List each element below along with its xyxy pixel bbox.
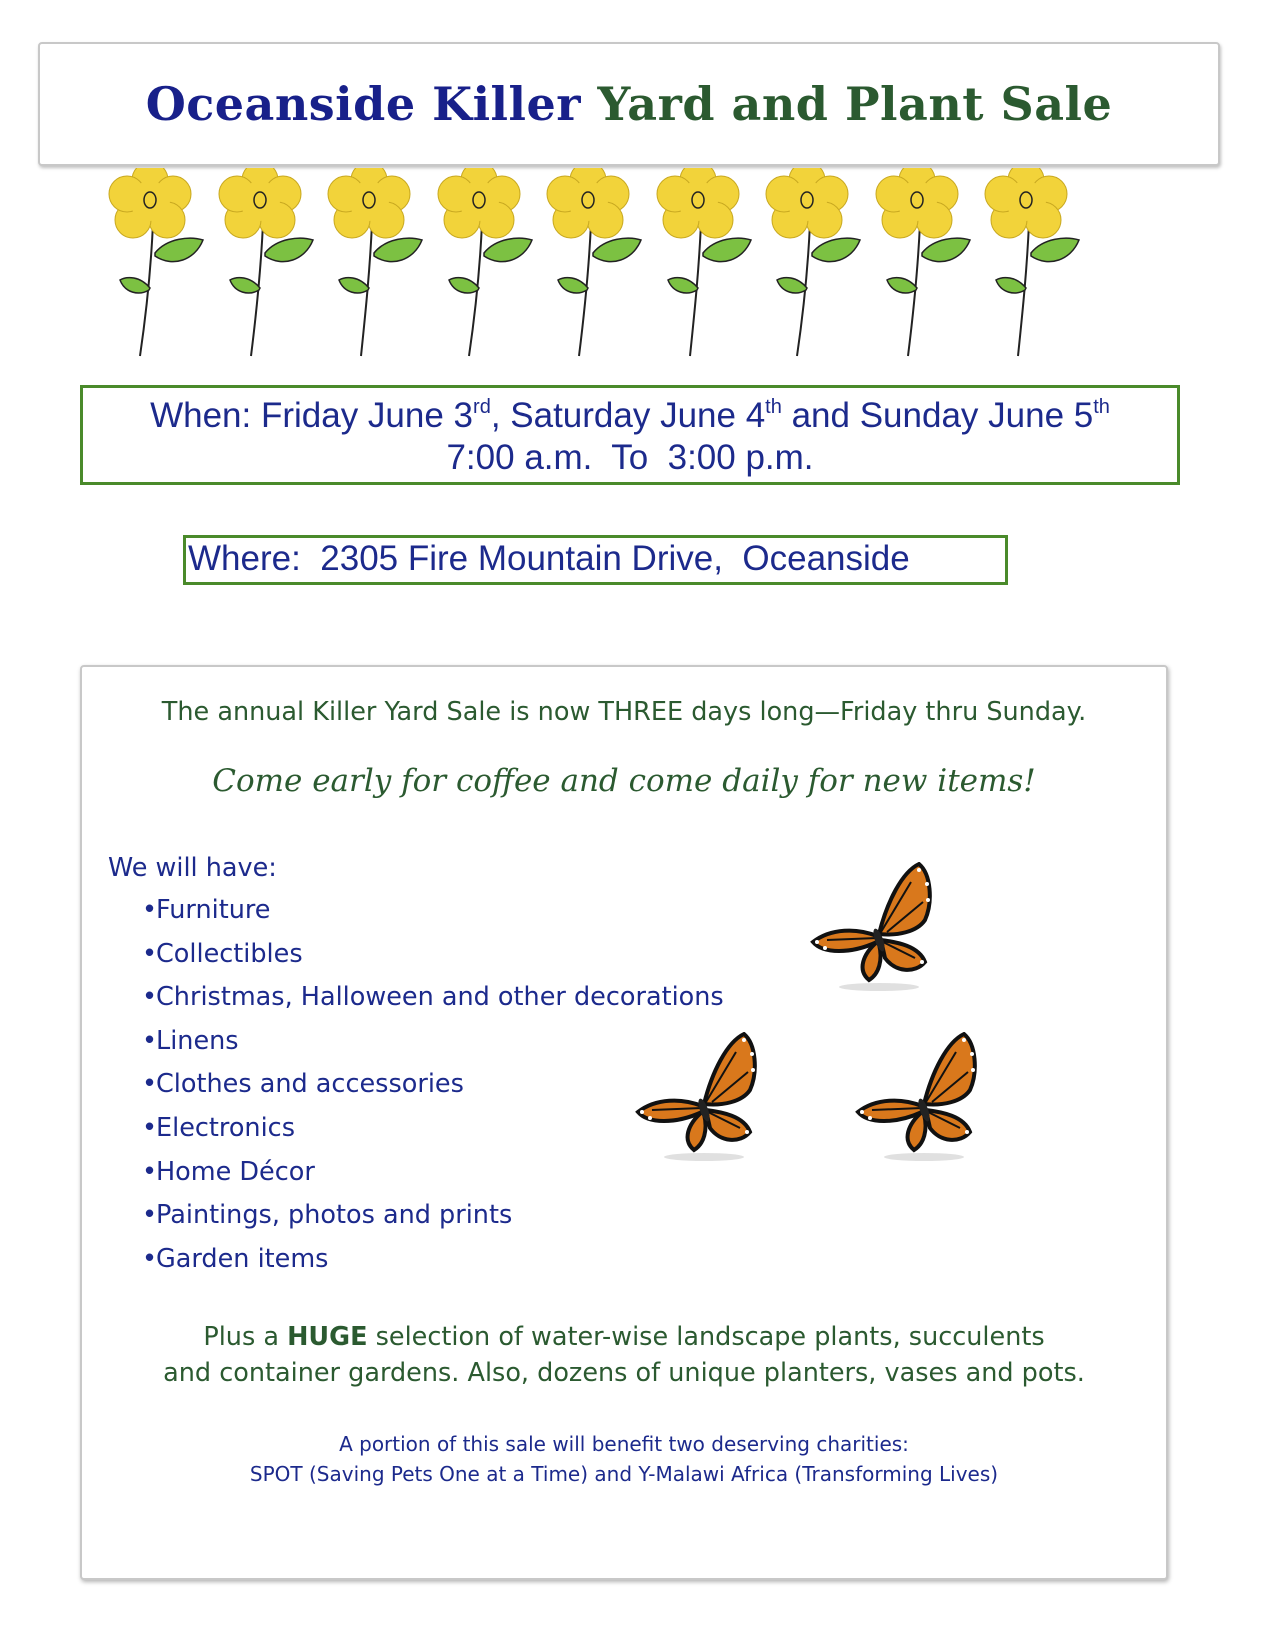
when-day3-suffix: th (1093, 396, 1110, 418)
list-item-label: Electronics (156, 1112, 295, 1143)
bullet-icon: • (142, 1025, 158, 1056)
list-item-label: Paintings, photos and prints (156, 1200, 513, 1231)
monarch-butterfly-icon (852, 1032, 992, 1162)
intro-text: The annual Killer Yard Sale is now THREE days long—Friday thru Sunday. (161, 697, 1087, 727)
when-day1-suffix: rd (473, 396, 491, 418)
details-box (80, 665, 1168, 1580)
list-item (142, 1194, 724, 1238)
where-address: 2305 Fire Mountain Drive, Oceanside (320, 539, 910, 578)
charity-line-2: SPOT (Saving Pets One at a Time) and Y-Malawi Africa (Transforming Lives) (249, 1462, 999, 1486)
bullet-icon: • (142, 938, 158, 969)
plants-emphasis: HUGE (287, 1322, 368, 1352)
list-heading: We will have: (108, 853, 277, 883)
list-item (142, 933, 724, 977)
when-label: When: (150, 396, 252, 435)
bullet-icon: • (142, 1200, 158, 1231)
bullet-icon: • (142, 1069, 158, 1100)
list-item (142, 976, 724, 1020)
bullet-icon: • (142, 895, 158, 925)
when-dates (83, 396, 1177, 436)
when-day2: , Saturday June 4 (490, 396, 766, 435)
plants-line-1 (82, 1319, 1166, 1355)
monarch-butterfly-icon (632, 1032, 772, 1162)
flower-row (95, 168, 1155, 358)
where-box (183, 535, 1008, 585)
yellow-flower-icon (424, 168, 534, 358)
when-day1: Friday June 3 (260, 396, 474, 435)
title-banner (38, 42, 1220, 166)
bullet-icon: • (142, 1243, 158, 1274)
title-part-blue: Oceanside Killer (145, 77, 582, 131)
list-item-label: Home Décor (156, 1156, 315, 1187)
yellow-flower-icon (862, 168, 972, 358)
yellow-flower-icon (533, 168, 643, 358)
list-item (142, 1238, 724, 1282)
tagline: Come early for coffee and come daily for new items! (212, 763, 1036, 799)
monarch-butterfly-icon (807, 862, 947, 992)
list-item-label: Clothes and accessories (156, 1069, 464, 1100)
bullet-icon: • (142, 1112, 158, 1143)
yellow-flower-icon (643, 168, 753, 358)
list-item-label: Garden items (156, 1243, 329, 1274)
when-day3: and Sunday June 5 (781, 396, 1094, 435)
yellow-flower-icon (971, 168, 1081, 358)
yellow-flower-icon (314, 168, 424, 358)
yellow-flower-icon (752, 168, 862, 358)
plants-text (82, 1319, 1166, 1391)
list-item-label: Linens (156, 1025, 239, 1056)
title-part-green: Yard and Plant Sale (597, 77, 1113, 131)
yellow-flower-icon (205, 168, 315, 358)
page-title (146, 77, 1113, 131)
charity-text (82, 1429, 1166, 1489)
list-item (142, 889, 724, 933)
when-day2-suffix: th (765, 396, 782, 418)
where-label: Where: (188, 539, 301, 578)
list-item-label: Christmas, Halloween and other decorations (156, 982, 724, 1013)
list-item-label: Furniture (156, 895, 271, 925)
plants-line-1-rest: selection of water-wise landscape plants, succulents (375, 1322, 1045, 1352)
when-hours: 7:00 a.m. To 3:00 p.m. (446, 438, 814, 477)
bullet-icon: • (142, 982, 158, 1013)
plants-prefix: Plus a (203, 1322, 279, 1352)
when-box (80, 385, 1180, 485)
list-item-label: Collectibles (156, 938, 303, 969)
charity-line-1: A portion of this sale will benefit two deserving charities: (339, 1432, 909, 1456)
bullet-icon: • (142, 1156, 158, 1187)
yellow-flower-icon (95, 168, 205, 358)
plants-line-2: and container gardens. Also, dozens of unique planters, vases and pots. (163, 1358, 1085, 1388)
